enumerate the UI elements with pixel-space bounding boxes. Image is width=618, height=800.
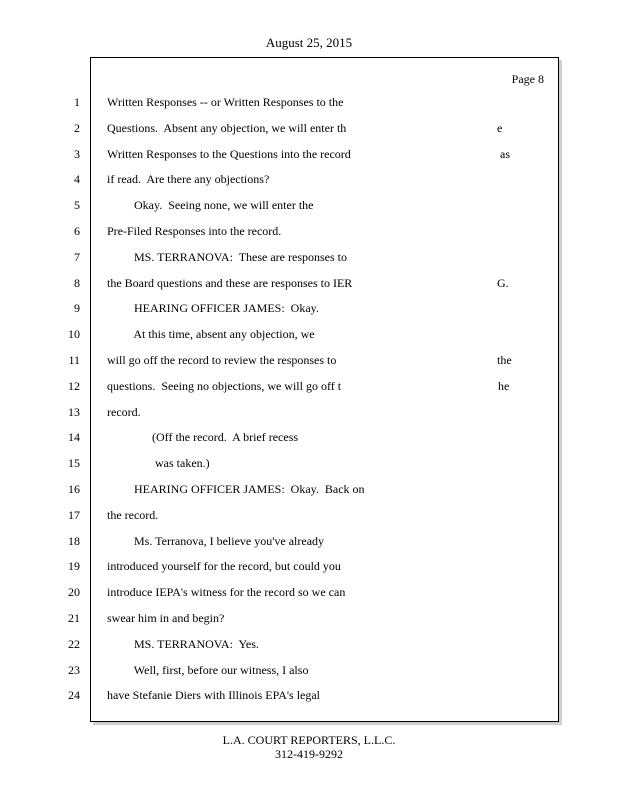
line-number: 13 <box>68 405 80 419</box>
line-text: Written Responses to the Questions into the record <box>107 147 351 161</box>
line-text: introduced yourself for the record, but could you <box>107 559 341 573</box>
line-number: 12 <box>68 379 80 393</box>
line-text: was taken.) <box>107 456 210 470</box>
line-number: 8 <box>74 276 80 290</box>
line-number: 21 <box>68 611 80 625</box>
line-text-tail: the <box>497 353 512 367</box>
line-number: 16 <box>68 482 80 496</box>
line-text: Well, first, before our witness, I also <box>107 663 309 677</box>
line-text: MS. TERRANOVA: These are responses to <box>107 250 347 264</box>
line-number: 3 <box>74 147 80 161</box>
line-text: record. <box>107 405 141 419</box>
line-text: Pre-Filed Responses into the record. <box>107 224 282 238</box>
line-number: 17 <box>68 508 80 522</box>
line-text: At this time, absent any objection, we <box>107 327 315 341</box>
line-text: will go off the record to review the responses to <box>107 353 337 367</box>
line-number: 15 <box>68 456 80 470</box>
line-number: 22 <box>68 637 80 651</box>
line-text: swear him in and begin? <box>107 611 225 625</box>
line-number: 18 <box>68 534 80 548</box>
line-number: 10 <box>68 327 80 341</box>
footer <box>0 733 618 761</box>
line-number: 23 <box>68 663 80 677</box>
line-text: introduce IEPA's witness for the record so we can <box>107 585 346 599</box>
line-text: if read. Are there any objections? <box>107 172 270 186</box>
line-text: HEARING OFFICER JAMES: Okay. <box>107 301 319 315</box>
line-number: 5 <box>74 198 80 212</box>
line-text-tail: as <box>500 147 510 161</box>
footer-phone: 312-419-9292 <box>275 747 343 761</box>
line-number: 19 <box>68 559 80 573</box>
line-number: 24 <box>68 688 80 702</box>
line-text: have Stefanie Diers with Illinois EPA's legal <box>107 688 321 702</box>
line-number: 6 <box>74 224 80 238</box>
line-number: 2 <box>74 121 80 135</box>
line-text: Questions. Absent any objection, we will enter th <box>107 121 347 135</box>
line-text-tail: e <box>497 121 503 135</box>
line-text: questions. Seeing no objections, we will go off t <box>107 379 342 393</box>
line-text: Ms. Terranova, I believe you've already <box>107 534 325 548</box>
line-text: MS. TERRANOVA: Yes. <box>107 637 259 651</box>
line-number: 4 <box>74 172 80 186</box>
line-number: 20 <box>68 585 80 599</box>
line-text: HEARING OFFICER JAMES: Okay. Back on <box>107 482 365 496</box>
line-number: 9 <box>74 301 80 315</box>
line-text: Written Responses -- or Written Responses to the <box>107 95 344 109</box>
line-number: 7 <box>74 250 80 264</box>
line-number: 14 <box>68 430 80 444</box>
line-number: 1 <box>74 95 80 109</box>
line-text-tail: G. <box>497 276 509 290</box>
transcript-date: August 25, 2015 <box>265 35 353 50</box>
line-text: (Off the record. A brief recess <box>107 430 299 444</box>
line-number: 11 <box>68 353 80 367</box>
footer-company: L.A. COURT REPORTERS, L.L.C. <box>222 733 396 747</box>
line-text: Okay. Seeing none, we will enter the <box>107 198 314 212</box>
line-text: the Board questions and these are responses to IER <box>107 276 353 290</box>
page-number: Page 8 <box>511 72 544 86</box>
line-text-tail: he <box>498 379 510 393</box>
line-text: the record. <box>107 508 159 522</box>
